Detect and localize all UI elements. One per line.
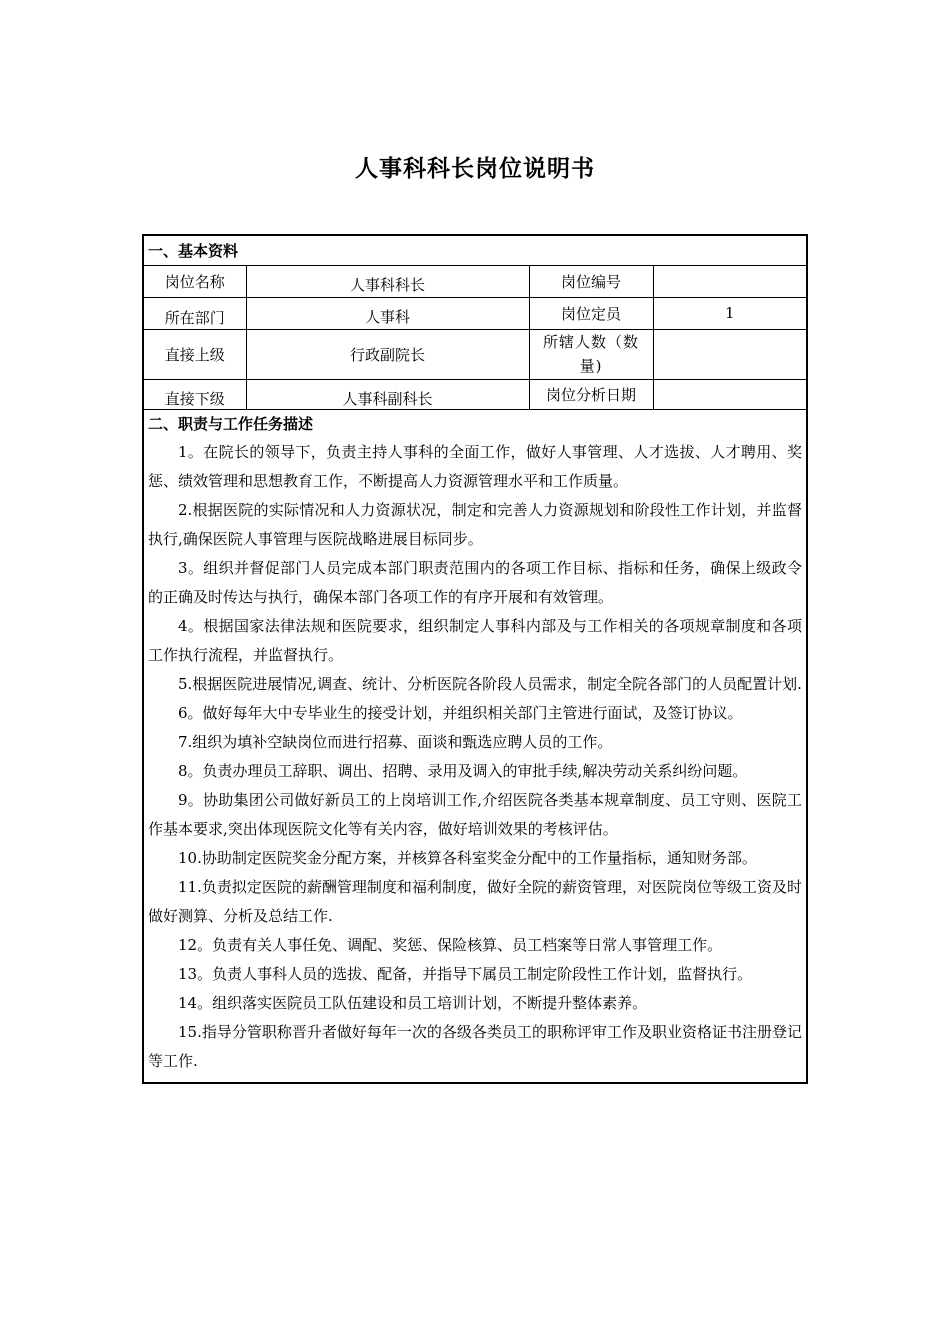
- duty-item: 10.协助制定医院奖金分配方案，并核算各科室奖金分配中的工作量指标，通知财务部。: [178, 848, 757, 867]
- duties-list: [144, 438, 806, 1082]
- headcount-label: 岗位定员: [529, 297, 653, 329]
- position-code-value: [653, 266, 806, 297]
- supervisor-value: 行政副院长: [246, 329, 529, 379]
- duty-item: 12。负责有关人事任免、调配、奖惩、保险核算、员工档案等日常人事管理工作。: [178, 935, 723, 954]
- duty-item: 2.根据医院的实际情况和人力资源状况，制定和完善人力资源规划和阶段性工作计划，并监督执行,确保医院人事管理与医院战略进展目标同步。: [148, 500, 802, 548]
- position-name-value: 人事科科长: [246, 266, 529, 297]
- duties-section-title: 二、职责与工作任务描述: [148, 414, 314, 433]
- duty-item: 15.指导分管职称晋升者做好每年一次的各级各类员工的职称评审工作及职业资格证书注册登记等工作.: [148, 1022, 802, 1070]
- subordinates-count-label: 所辖人数（数量): [529, 329, 653, 379]
- info-row-department: [144, 297, 806, 329]
- info-row-subordinate: [144, 379, 806, 409]
- duty-item: 11.负责拟定医院的薪酬管理制度和福利制度，做好全院的薪资管理，对医院岗位等级工资及时做好测算、分析及总结工作.: [148, 877, 802, 925]
- info-row-position-name: [144, 266, 806, 297]
- document-title: 人事科科长岗位说明书: [355, 156, 595, 182]
- duty-item: 6。做好每年大中专毕业生的接受计划，并组织相关部门主管进行面试，及签订协议。: [178, 703, 743, 722]
- duty-item: 5.根据医院进展情况,调查、统计、分析医院各阶段人员需求，制定全院各部门的人员配置计划.: [178, 674, 802, 693]
- duty-item: 7.组织为填补空缺岗位而进行招募、面谈和甄选应聘人员的工作。: [178, 732, 613, 751]
- position-code-label: 岗位编号: [529, 266, 653, 297]
- supervisor-label: 直接上级: [144, 329, 246, 379]
- headcount-value: 1: [653, 297, 806, 329]
- duty-item: 13。负责人事科人员的选拔、配备，并指导下属员工制定阶段性工作计划，监督执行。: [178, 964, 753, 983]
- department-value: 人事科: [246, 297, 529, 329]
- job-description-form: [142, 234, 808, 1084]
- subordinates-count-value: [653, 329, 806, 379]
- position-name-label: 岗位名称: [144, 266, 246, 297]
- subordinate-value: 人事科副科长: [246, 379, 529, 409]
- duty-item: 1。在院长的领导下，负责主持人事科的全面工作，做好人事管理、人才选拔、人才聘用、奖惩、绩效管理和思想教育工作，不断提高人力资源管理水平和工作质量。: [148, 442, 802, 490]
- analysis-date-label: 岗位分析日期: [529, 379, 653, 409]
- basic-info-table: [144, 266, 806, 410]
- duty-item: 8。负责办理员工辞职、调出、招聘、录用及调入的审批手续,解决劳动关系纠纷问题。: [178, 761, 748, 780]
- duty-item: 3。组织并督促部门人员完成本部门职责范围内的各项工作目标、指标和任务，确保上级政令的正确及时传达与执行，确保本部门各项工作的有序开展和有效管理。: [148, 558, 802, 606]
- department-label: 所在部门: [144, 297, 246, 329]
- duty-item: 14。组织落实医院员工队伍建设和员工培训计划，不断提升整体素养。: [178, 993, 648, 1012]
- duty-item: 4。根据国家法律法规和医院要求，组织制定人事科内部及与工作相关的各项规章制度和各项工作执行流程，并监督执行。: [148, 616, 802, 664]
- duty-item: 9。协助集团公司做好新员工的上岗培训工作,介绍医院各类基本规章制度、员工守则、医院工作基本要求,突出体现医院文化等有关内容，做好培训效果的考核评估。: [148, 790, 802, 838]
- analysis-date-value: [653, 379, 806, 409]
- subordinate-label: 直接下级: [144, 379, 246, 409]
- info-row-supervisor: [144, 329, 806, 379]
- basic-info-section-title: 一、基本资料: [144, 236, 806, 266]
